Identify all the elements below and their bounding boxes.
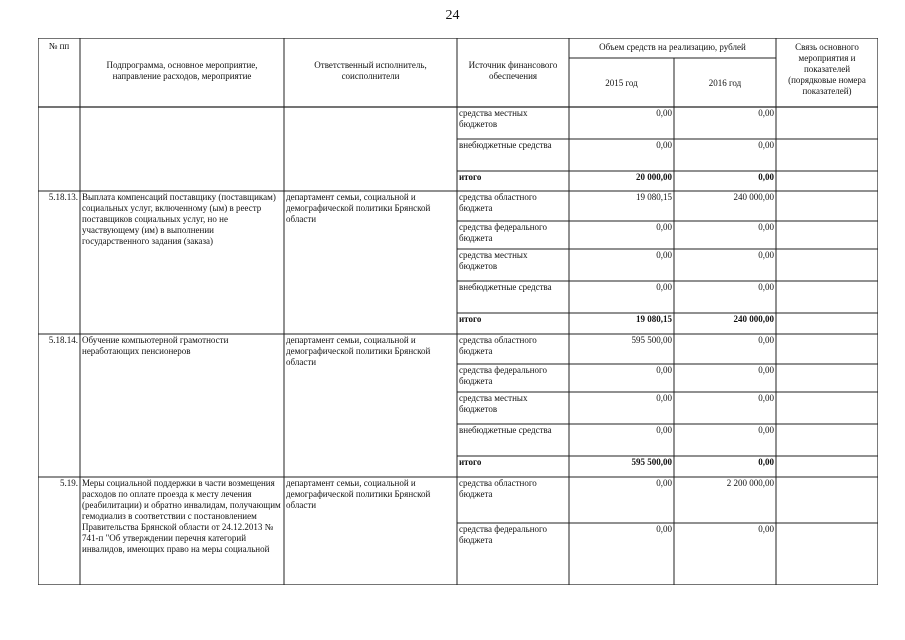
value-2015: 0,00 [656, 282, 672, 292]
source-cell: средства областного бюджета [459, 335, 537, 356]
measure-name: Выплата компенсаций поставщику (поставщикам) социальных услуг, включенному (ым) в реестр поставщиков социальных услуг, но не участвующему (им) в выполнении государственного задания (заказа) [82, 192, 276, 246]
value-2016: 0,00 [758, 457, 774, 467]
header-executor: Ответственный исполнитель, соисполнители [314, 60, 427, 81]
source-cell: внебюджетные средства [459, 140, 552, 150]
executor-cell: департамент семьи, социальной и демографической политики Брянской области [286, 335, 431, 367]
value-2016: 240 000,00 [733, 192, 774, 202]
page-number: 24 [445, 8, 460, 23]
value-2016: 0,00 [758, 335, 774, 345]
source-cell: средства федерального бюджета [459, 222, 547, 243]
value-2015: 20 000,00 [636, 172, 672, 182]
header-link: Связь основного мероприятия и показателей (порядковые номера показателей) [788, 42, 866, 96]
source-cell: итого [459, 457, 482, 467]
header-volume: Объем средств на реализацию, рублей [599, 42, 746, 52]
value-2015: 0,00 [656, 393, 672, 403]
header-2015: 2015 год [605, 78, 638, 88]
executor-cell: департамент семьи, социальной и демографической политики Брянской области [286, 478, 431, 510]
source-cell: средства местных бюджетов [459, 393, 528, 414]
value-2016: 0,00 [758, 250, 774, 260]
value-2015: 0,00 [656, 478, 672, 488]
source-cell: средства областного бюджета [459, 478, 537, 499]
measure-name: Обучение компьютерной грамотности неработающих пенсионеров [82, 335, 229, 356]
value-2016: 0,00 [758, 524, 774, 534]
value-2016: 0,00 [758, 140, 774, 150]
value-2015: 595 500,00 [631, 457, 672, 467]
value-2015: 0,00 [656, 108, 672, 118]
value-2016: 0,00 [758, 108, 774, 118]
row-number: 5.18.14. [48, 335, 78, 345]
value-2015: 0,00 [656, 524, 672, 534]
row-number: 5.19. [60, 478, 78, 488]
header-source: Источник финансового обеспечения [468, 60, 558, 81]
value-2016: 0,00 [758, 282, 774, 292]
value-2016: 0,00 [758, 425, 774, 435]
value-2016: 0,00 [758, 172, 774, 182]
value-2015: 0,00 [656, 425, 672, 435]
header-2016: 2016 год [708, 78, 742, 88]
value-2015: 19 080,15 [636, 192, 672, 202]
value-2016: 0,00 [758, 222, 774, 232]
value-2015: 0,00 [656, 222, 672, 232]
value-2015: 595 500,00 [631, 335, 672, 345]
value-2015: 0,00 [656, 365, 672, 375]
measure-name: Меры социальной поддержки в части возмещения расходов по оплате проезда к месту лечения (реабилитации) и обратно инвалидам, получающим гемодиализ в соответствии с постановлением Правительства Брянской области от 24.12.2013 № 741-п "Об утверждении перечня категорий инвалидов, имеющих право на меры социальной [82, 478, 281, 554]
value-2016: 2 200 000,00 [726, 478, 774, 488]
source-cell: итого [459, 314, 482, 324]
source-cell: итого [459, 172, 482, 182]
header-num: № пп [48, 41, 70, 51]
source-cell: средства федерального бюджета [459, 524, 547, 545]
value-2016: 0,00 [758, 393, 774, 403]
source-cell: средства федерального бюджета [459, 365, 547, 386]
source-cell: внебюджетные средства [459, 425, 552, 435]
source-cell: внебюджетные средства [459, 282, 552, 292]
row-number: 5.18.13. [48, 192, 78, 202]
header-subprogram: Подпрограмма, основное мероприятие, направление расходов, мероприятие [106, 60, 258, 81]
value-2015: 0,00 [656, 140, 672, 150]
source-cell: средства областного бюджета [459, 192, 537, 213]
executor-cell: департамент семьи, социальной и демографической политики Брянской области [286, 192, 431, 224]
value-2016: 0,00 [758, 365, 774, 375]
budget-table [38, 38, 878, 585]
value-2015: 19 080,15 [636, 314, 672, 324]
value-2015: 0,00 [656, 250, 672, 260]
source-cell: средства местных бюджетов [459, 250, 528, 271]
value-2016: 240 000,00 [733, 314, 774, 324]
source-cell: средства местных бюджетов [459, 108, 528, 129]
